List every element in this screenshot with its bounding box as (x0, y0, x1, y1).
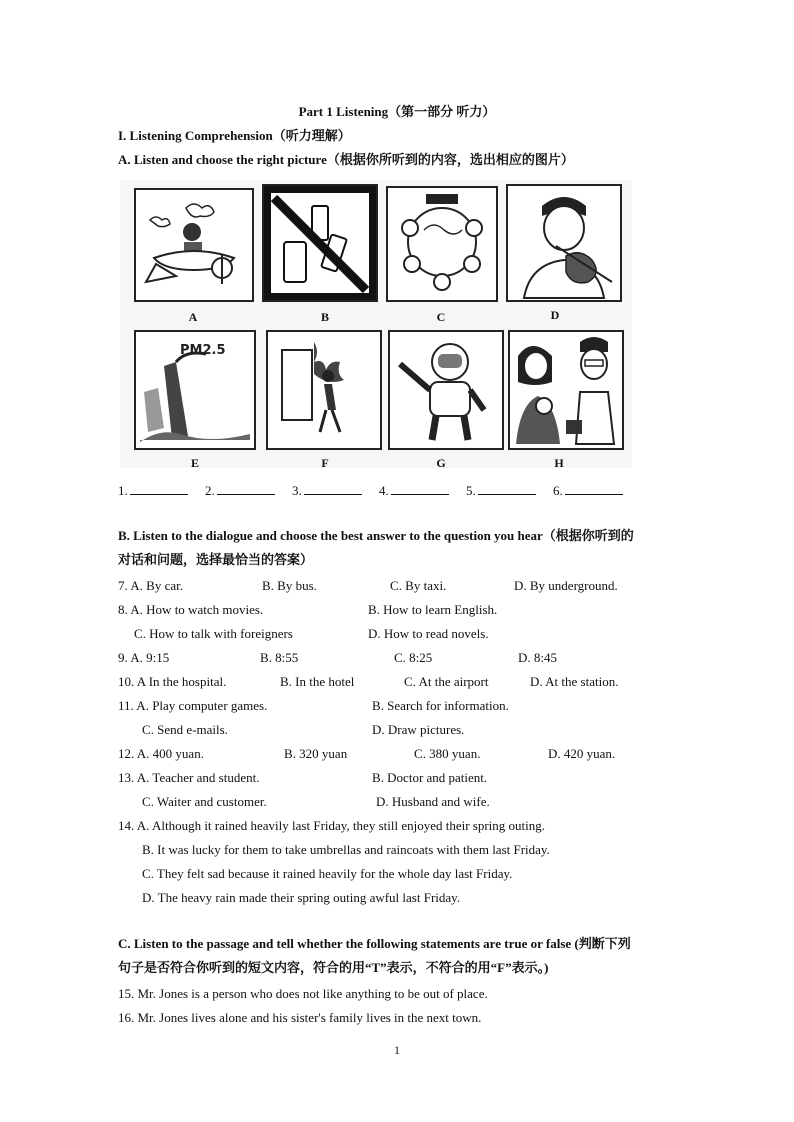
picture-f-label: F (321, 456, 329, 470)
answer-blanks-row (118, 482, 637, 499)
section-b-heading-line2: 对话和问题，选择最恰当的答案） (118, 552, 314, 567)
answer-blank-2[interactable] (217, 482, 275, 495)
q12-option-b: B. 320 yuan (284, 746, 348, 761)
q13-option-b: B. Doctor and patient. (372, 770, 488, 785)
q11-option-a: 11. A. Play computer games. (118, 698, 268, 713)
q8-option-a: 8. A. How to watch movies. (118, 602, 264, 617)
q7-option-d: D. By underground. (514, 578, 618, 593)
statement-16: 16. Mr. Jones lives alone and his sister's family lives in the next town. (118, 1010, 482, 1025)
q10-option-d: D. At the station. (530, 674, 619, 689)
answer-blank-4[interactable] (391, 482, 449, 495)
picture-e-label: E (190, 456, 199, 470)
blank-number: 5. (466, 483, 476, 498)
q11-option-b: B. Search for information. (372, 698, 509, 713)
no-phones-sign-icon (264, 186, 376, 300)
q9-option-d: D. 8:45 (518, 650, 557, 665)
children-around-earth-icon (388, 188, 496, 300)
page-number: 1 (394, 1043, 400, 1057)
man-playing-violin-icon (508, 186, 620, 300)
blank-number: 6. (553, 483, 563, 498)
q8-option-c: C. How to talk with foreigners (134, 626, 293, 641)
q8-option-d: D. How to read novels. (368, 626, 489, 641)
q12-option-d: D. 420 yuan. (548, 746, 616, 761)
section-c-heading-line1: C. Listen to the passage and tell whether the following statements are true or false (判断下列 (118, 936, 631, 951)
q12-option-a: 12. A. 400 yuan. (118, 746, 204, 761)
mother-baby-doctor-icon (510, 332, 622, 448)
svg-text:PM2.5: PM2.5 (180, 343, 226, 358)
picture-b-label: B (320, 310, 329, 324)
pm25-factory-smoke-icon (136, 332, 254, 448)
q10-option-a: 10. A In the hospital. (118, 674, 227, 689)
statement-15: 15. Mr. Jones is a person who does not like anything to be out of place. (118, 986, 488, 1001)
section-i-heading: I. Listening Comprehension（听力理解） (118, 128, 351, 143)
picture-a-label: A (188, 310, 198, 324)
picture-d-label: D (550, 308, 560, 322)
picture-c (386, 186, 498, 302)
picture-h-label: H (554, 456, 564, 470)
section-b-heading-line1: B. Listen to the dialogue and choose the best answer to the question you hear（根据你听到的 (118, 528, 634, 543)
q11-option-c: C. Send e-mails. (142, 722, 228, 737)
q11-option-d: D. Draw pictures. (372, 722, 465, 737)
picture-b (262, 184, 378, 302)
blank-number: 1. (118, 483, 128, 498)
q9-option-b: B. 8:55 (260, 650, 299, 665)
answer-blank-3[interactable] (304, 482, 362, 495)
answer-blank-6[interactable] (565, 482, 623, 495)
picture-f (266, 330, 382, 450)
astronaut-icon (390, 332, 502, 448)
q14-option-c: C. They felt sad because it rained heavily for the whole day last Friday. (142, 866, 513, 881)
q9-option-c: C. 8:25 (394, 650, 433, 665)
picture-g (388, 330, 504, 450)
picture-a (134, 188, 254, 302)
q12-option-c: C. 380 yuan. (414, 746, 481, 761)
blank-number: 4. (379, 483, 389, 498)
picture-h (508, 330, 624, 450)
q9-option-a: 9. A. 9:15 (118, 650, 170, 665)
answer-blank-1[interactable] (130, 482, 188, 495)
answer-blank-5[interactable] (478, 482, 536, 495)
q14-option-a: 14. A. Although it rained heavily last Friday, they still enjoyed their spring outing. (118, 818, 546, 833)
q7-option-c: C. By taxi. (390, 578, 447, 593)
q13-option-c: C. Waiter and customer. (142, 794, 267, 809)
picture-g-label: G (436, 456, 446, 470)
blank-number: 3. (292, 483, 302, 498)
picture-d (506, 184, 622, 302)
q13-option-a: 13. A. Teacher and student. (118, 770, 260, 785)
escape-from-fire-icon (268, 332, 380, 448)
q14-option-b: B. It was lucky for them to take umbrellas and raincoats with them last Friday. (142, 842, 550, 857)
section-a-heading: A. Listen and choose the right picture（根据你所听到的内容，选出相应的图片） (118, 152, 574, 167)
q8-option-b: B. How to learn English. (368, 602, 498, 617)
q13-option-d: D. Husband and wife. (376, 794, 490, 809)
q10-option-c: C. At the airport (404, 674, 489, 689)
q10-option-b: B. In the hotel (280, 674, 355, 689)
picture-c-label: C (436, 310, 446, 324)
section-c-heading-line2: 句子是否符合你听到的短文内容，符合的用“T”表示，不符合的用“F”表示。) (118, 960, 549, 975)
q7-option-b: B. By bus. (262, 578, 317, 593)
q14-option-d: D. The heavy rain made their spring outing awful last Friday. (142, 890, 461, 905)
boy-flying-plane-icon (136, 190, 252, 300)
q7-option-a: 7. A. By car. (118, 578, 183, 593)
picture-e (134, 330, 256, 450)
page-title: Part 1 Listening（第一部分 听力） (298, 104, 496, 119)
blank-number: 2. (205, 483, 215, 498)
